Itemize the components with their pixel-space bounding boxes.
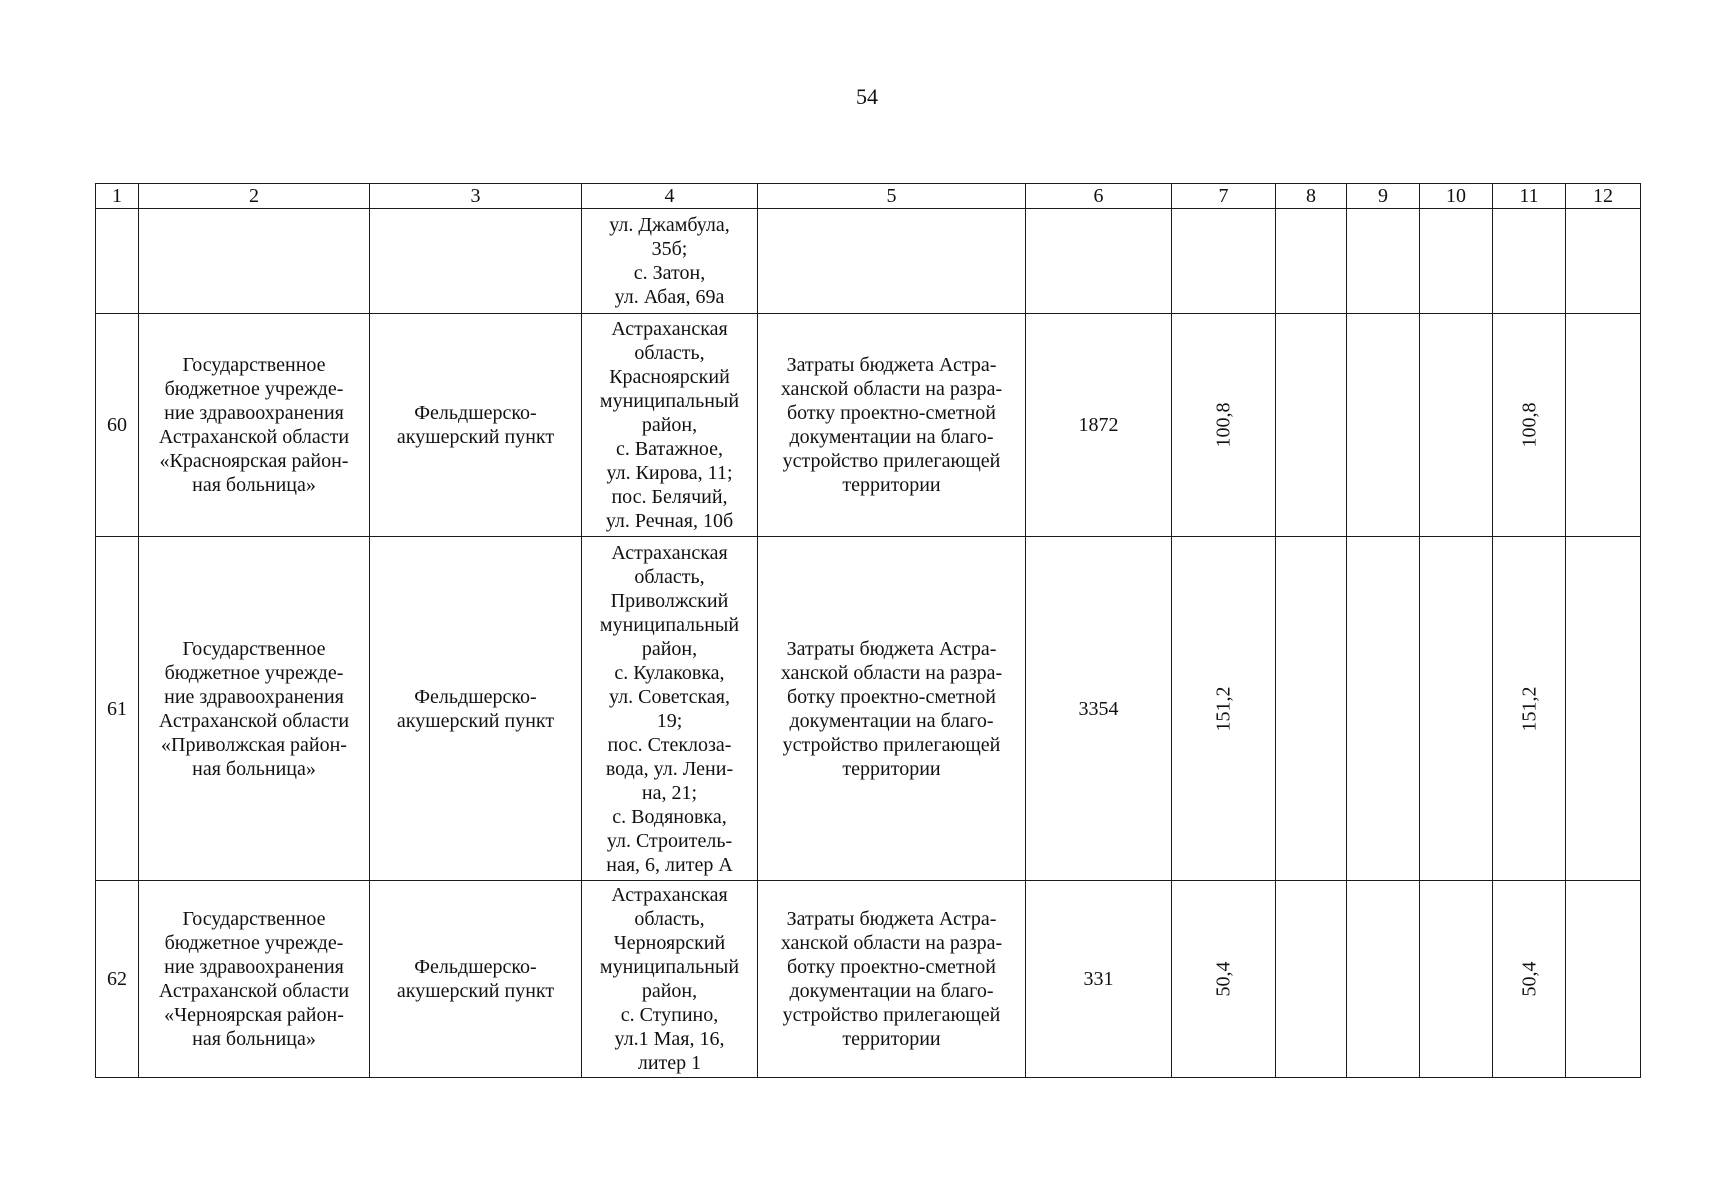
cell-col7 <box>1172 209 1276 314</box>
table-row-continuation <box>96 209 1641 314</box>
header-col-2: 2 <box>139 184 370 209</box>
cell-col12 <box>1566 209 1641 314</box>
cell-col7 <box>1172 881 1276 1078</box>
cell-institution: Государственное бюджетное учрежде- ние здравоохранения Астраханской области «Красноярская район- ная больница» <box>139 314 370 537</box>
header-col-4: 4 <box>582 184 758 209</box>
cell-facility: Фельдшерско- акушерский пункт <box>370 314 582 537</box>
cell-col7-value: 50,4 <box>1212 961 1235 997</box>
cell-purpose: Затраты бюджета Астра- ханской области на разра- ботку проектно-сметной документации на благо- устройство прилегающей территории <box>758 314 1026 537</box>
cell-col6: 1872 <box>1026 314 1172 537</box>
cell-col9 <box>1347 209 1420 314</box>
table-row <box>96 314 1641 537</box>
header-col-10: 10 <box>1420 184 1493 209</box>
cell-col10 <box>1420 209 1493 314</box>
cell-col11 <box>1493 209 1566 314</box>
cell-col7 <box>1172 537 1276 881</box>
cell-institution: Государственное бюджетное учрежде- ние здравоохранения Астраханской области «Приволжская район- ная больница» <box>139 537 370 881</box>
cell-col6: 3354 <box>1026 537 1172 881</box>
cell-col12 <box>1566 881 1641 1078</box>
cell-col10 <box>1420 537 1493 881</box>
header-col-9: 9 <box>1347 184 1420 209</box>
header-col-1: 1 <box>96 184 139 209</box>
cell-facility: Фельдшерско- акушерский пункт <box>370 881 582 1078</box>
cell-col11-value: 100,8 <box>1518 402 1540 448</box>
table-row <box>96 537 1641 881</box>
cell-institution <box>139 209 370 314</box>
cell-col11-value: 151,2 <box>1518 686 1540 731</box>
cell-col11-value: 50,4 <box>1518 961 1540 997</box>
table-row <box>96 881 1641 1078</box>
cell-num <box>96 209 139 314</box>
header-col-3: 3 <box>370 184 582 209</box>
header-col-7: 7 <box>1172 184 1276 209</box>
table-header <box>96 184 1641 209</box>
header-col-8: 8 <box>1276 184 1347 209</box>
cell-col7 <box>1172 314 1276 537</box>
cell-col12 <box>1566 314 1641 537</box>
cell-address: Астраханская область, Приволжский муниципальный район, с. Кулаковка, ул. Советская, 19; пос. Стеклоза- вода, ул. Лени- на, 21; с. Водяновка, ул. Строитель- ная, 6, литер А <box>582 537 758 881</box>
cell-col7-value: 151,2 <box>1212 686 1235 731</box>
cell-col9 <box>1347 537 1420 881</box>
cell-col7-value: 100,8 <box>1212 402 1235 448</box>
cell-col11 <box>1493 881 1566 1078</box>
cell-institution: Государственное бюджетное учрежде- ние здравоохранения Астраханской области «Черноярская район- ная больница» <box>139 881 370 1078</box>
header-col-5: 5 <box>758 184 1026 209</box>
cell-col10 <box>1420 881 1493 1078</box>
cell-col8 <box>1276 537 1347 881</box>
cell-col10 <box>1420 314 1493 537</box>
header-col-6: 6 <box>1026 184 1172 209</box>
header-col-11: 11 <box>1493 184 1566 209</box>
cell-num: 60 <box>96 314 139 537</box>
cell-col8 <box>1276 209 1347 314</box>
header-row <box>96 184 1641 209</box>
cell-col12 <box>1566 537 1641 881</box>
cell-purpose: Затраты бюджета Астра- ханской области на разра- ботку проектно-сметной документации на благо- устройство прилегающей территории <box>758 537 1026 881</box>
cell-col6 <box>1026 209 1172 314</box>
cell-col8 <box>1276 881 1347 1078</box>
cell-num: 62 <box>96 881 139 1078</box>
cell-facility: Фельдшерско- акушерский пункт <box>370 537 582 881</box>
cell-col8 <box>1276 314 1347 537</box>
cell-col11 <box>1493 537 1566 881</box>
cell-purpose: Затраты бюджета Астра- ханской области на разра- ботку проектно-сметной документации на благо- устройство прилегающей территории <box>758 881 1026 1078</box>
header-col-12: 12 <box>1566 184 1641 209</box>
cell-address: Астраханская область, Черноярский муниципальный район, с. Ступино, ул.1 Мая, 16, литер 1 <box>582 881 758 1078</box>
cell-address: ул. Джамбула, 35б; с. Затон, ул. Абая, 69а <box>582 209 758 314</box>
cell-col9 <box>1347 881 1420 1078</box>
cell-col11 <box>1493 314 1566 537</box>
cell-col6: 331 <box>1026 881 1172 1078</box>
cell-address: Астраханская область, Красноярский муниципальный район, с. Ватажное, ул. Кирова, 11; пос. Белячий, ул. Речная, 10б <box>582 314 758 537</box>
cell-purpose <box>758 209 1026 314</box>
page-number: 54 <box>856 84 878 109</box>
budget-table <box>95 183 1641 1078</box>
cell-num: 61 <box>96 537 139 881</box>
cell-col9 <box>1347 314 1420 537</box>
cell-facility <box>370 209 582 314</box>
